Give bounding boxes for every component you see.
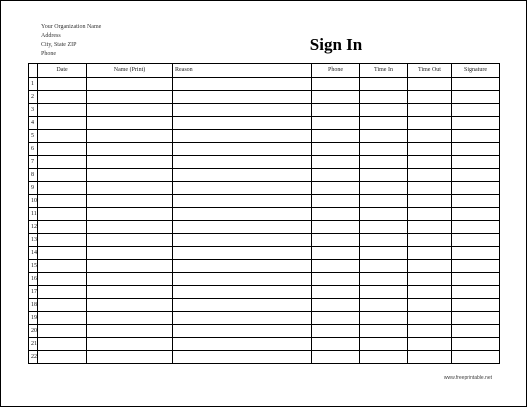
cell-reason[interactable] (173, 104, 312, 117)
cell-time-out[interactable] (408, 104, 452, 117)
row-number: 1 (29, 78, 38, 91)
row-number: 4 (29, 117, 38, 130)
cell-signature[interactable] (452, 338, 500, 351)
cell-signature[interactable] (452, 91, 500, 104)
table-row (29, 156, 500, 169)
cell-date[interactable] (38, 286, 87, 299)
row-number: 21 (29, 338, 38, 351)
cell-signature[interactable] (452, 286, 500, 299)
cell-reason[interactable] (173, 156, 312, 169)
row-number: 5 (29, 130, 38, 143)
cell-phone[interactable] (312, 156, 360, 169)
cell-name[interactable] (87, 351, 173, 364)
organization-phone: Phone (41, 51, 56, 57)
cell-reason[interactable] (173, 78, 312, 91)
cell-signature[interactable] (452, 104, 500, 117)
cell-name[interactable] (87, 286, 173, 299)
cell-date[interactable] (38, 182, 87, 195)
table-row (29, 351, 500, 364)
cell-reason[interactable] (173, 117, 312, 130)
cell-date[interactable] (38, 234, 87, 247)
cell-time-out[interactable] (408, 273, 452, 286)
cell-time-out[interactable] (408, 325, 452, 338)
cell-date[interactable] (38, 130, 87, 143)
cell-name[interactable] (87, 91, 173, 104)
cell-time-in[interactable] (360, 143, 408, 156)
cell-signature[interactable] (452, 208, 500, 221)
cell-phone[interactable] (312, 78, 360, 91)
footer-credit: www.freeprintable.net (443, 375, 492, 381)
table-row (29, 286, 500, 299)
table-row (29, 273, 500, 286)
cell-time-in[interactable] (360, 351, 408, 364)
row-number: 14 (29, 247, 38, 260)
cell-name[interactable] (87, 195, 173, 208)
cell-time-in[interactable] (360, 286, 408, 299)
cell-signature[interactable] (452, 156, 500, 169)
cell-date[interactable] (38, 91, 87, 104)
cell-time-in[interactable] (360, 78, 408, 91)
table-row (29, 104, 500, 117)
cell-date[interactable] (38, 351, 87, 364)
row-number: 6 (29, 143, 38, 156)
cell-date[interactable] (38, 143, 87, 156)
row-number: 20 (29, 325, 38, 338)
cell-time-out[interactable] (408, 312, 452, 325)
cell-name[interactable] (87, 338, 173, 351)
cell-time-in[interactable] (360, 91, 408, 104)
cell-signature[interactable] (452, 234, 500, 247)
organization-city: City, State ZIP (41, 42, 77, 48)
cell-reason[interactable] (173, 299, 312, 312)
cell-phone[interactable] (312, 117, 360, 130)
cell-time-out[interactable] (408, 117, 452, 130)
cell-reason[interactable] (173, 221, 312, 234)
row-number: 13 (29, 234, 38, 247)
cell-signature[interactable] (452, 195, 500, 208)
cell-time-out[interactable] (408, 221, 452, 234)
cell-phone[interactable] (312, 338, 360, 351)
cell-signature[interactable] (452, 221, 500, 234)
cell-phone[interactable] (312, 247, 360, 260)
cell-date[interactable] (38, 208, 87, 221)
cell-phone[interactable] (312, 195, 360, 208)
cell-reason[interactable] (173, 208, 312, 221)
cell-time-in[interactable] (360, 130, 408, 143)
cell-phone[interactable] (312, 221, 360, 234)
cell-phone[interactable] (312, 104, 360, 117)
row-number: 12 (29, 221, 38, 234)
table-body (29, 78, 500, 364)
cell-time-out[interactable] (408, 208, 452, 221)
cell-name[interactable] (87, 169, 173, 182)
cell-phone[interactable] (312, 351, 360, 364)
sign-in-table (28, 63, 500, 364)
cell-time-out[interactable] (408, 169, 452, 182)
cell-name[interactable] (87, 221, 173, 234)
table-row (29, 325, 500, 338)
cell-time-out[interactable] (408, 182, 452, 195)
row-number: 3 (29, 104, 38, 117)
cell-signature[interactable] (452, 273, 500, 286)
row-number: 7 (29, 156, 38, 169)
row-number: 11 (29, 208, 38, 221)
cell-name[interactable] (87, 273, 173, 286)
row-number: 19 (29, 312, 38, 325)
cell-phone[interactable] (312, 91, 360, 104)
cell-name[interactable] (87, 260, 173, 273)
cell-phone[interactable] (312, 273, 360, 286)
cell-phone[interactable] (312, 312, 360, 325)
table-header-row (29, 64, 500, 78)
cell-name[interactable] (87, 247, 173, 260)
cell-date[interactable] (38, 117, 87, 130)
cell-time-in[interactable] (360, 312, 408, 325)
table-row (29, 221, 500, 234)
cell-signature[interactable] (452, 78, 500, 91)
row-number: 8 (29, 169, 38, 182)
cell-time-out[interactable] (408, 156, 452, 169)
column-header-time-in: Time In (360, 64, 408, 78)
cell-time-in[interactable] (360, 117, 408, 130)
cell-date[interactable] (38, 325, 87, 338)
cell-name[interactable] (87, 182, 173, 195)
cell-time-in[interactable] (360, 234, 408, 247)
cell-name[interactable] (87, 117, 173, 130)
cell-reason[interactable] (173, 130, 312, 143)
cell-reason[interactable] (173, 143, 312, 156)
table-row (29, 338, 500, 351)
cell-time-out[interactable] (408, 78, 452, 91)
cell-signature[interactable] (452, 182, 500, 195)
cell-reason[interactable] (173, 195, 312, 208)
cell-name[interactable] (87, 208, 173, 221)
cell-reason[interactable] (173, 260, 312, 273)
table-row (29, 195, 500, 208)
row-number: 10 (29, 195, 38, 208)
cell-time-in[interactable] (360, 247, 408, 260)
column-header-date: Date (38, 64, 87, 78)
row-number: 22 (29, 351, 38, 364)
cell-phone[interactable] (312, 260, 360, 273)
cell-name[interactable] (87, 143, 173, 156)
cell-time-out[interactable] (408, 130, 452, 143)
cell-time-in[interactable] (360, 325, 408, 338)
cell-date[interactable] (38, 78, 87, 91)
cell-signature[interactable] (452, 299, 500, 312)
cell-signature[interactable] (452, 312, 500, 325)
cell-date[interactable] (38, 299, 87, 312)
table-row (29, 247, 500, 260)
cell-time-in[interactable] (360, 208, 408, 221)
cell-time-in[interactable] (360, 182, 408, 195)
cell-time-out[interactable] (408, 286, 452, 299)
cell-signature[interactable] (452, 143, 500, 156)
cell-signature[interactable] (452, 117, 500, 130)
cell-time-out[interactable] (408, 351, 452, 364)
cell-phone[interactable] (312, 208, 360, 221)
cell-time-in[interactable] (360, 273, 408, 286)
cell-reason[interactable] (173, 234, 312, 247)
cell-name[interactable] (87, 299, 173, 312)
cell-time-out[interactable] (408, 247, 452, 260)
table-row (29, 130, 500, 143)
cell-date[interactable] (38, 104, 87, 117)
row-number: 2 (29, 91, 38, 104)
column-header-signature: Signature (452, 64, 500, 78)
cell-date[interactable] (38, 195, 87, 208)
table-row (29, 182, 500, 195)
cell-date[interactable] (38, 221, 87, 234)
cell-signature[interactable] (452, 351, 500, 364)
cell-phone[interactable] (312, 143, 360, 156)
cell-date[interactable] (38, 273, 87, 286)
cell-time-in[interactable] (360, 156, 408, 169)
table-row (29, 260, 500, 273)
table-row (29, 143, 500, 156)
cell-reason[interactable] (173, 338, 312, 351)
cell-name[interactable] (87, 325, 173, 338)
cell-reason[interactable] (173, 325, 312, 338)
table-row (29, 208, 500, 221)
row-number: 16 (29, 273, 38, 286)
column-header-name: Name (Print) (87, 64, 173, 78)
cell-time-out[interactable] (408, 91, 452, 104)
cell-time-out[interactable] (408, 299, 452, 312)
cell-signature[interactable] (452, 260, 500, 273)
cell-name[interactable] (87, 78, 173, 91)
cell-date[interactable] (38, 169, 87, 182)
cell-time-out[interactable] (408, 143, 452, 156)
cell-phone[interactable] (312, 182, 360, 195)
row-number: 18 (29, 299, 38, 312)
cell-time-in[interactable] (360, 169, 408, 182)
column-header-reason: Reason (173, 64, 312, 78)
cell-reason[interactable] (173, 247, 312, 260)
cell-reason[interactable] (173, 351, 312, 364)
row-number: 9 (29, 182, 38, 195)
cell-date[interactable] (38, 312, 87, 325)
cell-name[interactable] (87, 104, 173, 117)
cell-time-in[interactable] (360, 104, 408, 117)
cell-name[interactable] (87, 312, 173, 325)
table-row (29, 234, 500, 247)
organization-name: Your Organization Name (41, 24, 102, 30)
cell-name[interactable] (87, 234, 173, 247)
table-row (29, 91, 500, 104)
cell-date[interactable] (38, 247, 87, 260)
column-header-time-out: Time Out (408, 64, 452, 78)
cell-time-in[interactable] (360, 338, 408, 351)
cell-date[interactable] (38, 338, 87, 351)
cell-time-in[interactable] (360, 260, 408, 273)
table-row (29, 312, 500, 325)
cell-time-out[interactable] (408, 195, 452, 208)
row-number: 15 (29, 260, 38, 273)
cell-time-out[interactable] (408, 260, 452, 273)
cell-name[interactable] (87, 156, 173, 169)
row-number-header (29, 64, 38, 78)
cell-phone[interactable] (312, 130, 360, 143)
cell-reason[interactable] (173, 273, 312, 286)
column-header-phone: Phone (312, 64, 360, 78)
cell-phone[interactable] (312, 169, 360, 182)
cell-reason[interactable] (173, 182, 312, 195)
row-number: 17 (29, 286, 38, 299)
table-row (29, 169, 500, 182)
cell-time-out[interactable] (408, 234, 452, 247)
table-row (29, 117, 500, 130)
organization-address: Address (41, 33, 61, 39)
cell-phone[interactable] (312, 286, 360, 299)
cell-reason[interactable] (173, 286, 312, 299)
cell-time-in[interactable] (360, 299, 408, 312)
cell-phone[interactable] (312, 234, 360, 247)
cell-name[interactable] (87, 130, 173, 143)
page-title: Sign In (309, 35, 363, 54)
cell-reason[interactable] (173, 169, 312, 182)
cell-signature[interactable] (452, 130, 500, 143)
cell-date[interactable] (38, 260, 87, 273)
cell-time-in[interactable] (360, 195, 408, 208)
cell-signature[interactable] (452, 247, 500, 260)
cell-reason[interactable] (173, 312, 312, 325)
cell-reason[interactable] (173, 91, 312, 104)
cell-signature[interactable] (452, 325, 500, 338)
cell-date[interactable] (38, 156, 87, 169)
cell-time-in[interactable] (360, 221, 408, 234)
table-row (29, 78, 500, 91)
cell-phone[interactable] (312, 299, 360, 312)
cell-phone[interactable] (312, 325, 360, 338)
cell-signature[interactable] (452, 169, 500, 182)
table-row (29, 299, 500, 312)
cell-time-out[interactable] (408, 338, 452, 351)
